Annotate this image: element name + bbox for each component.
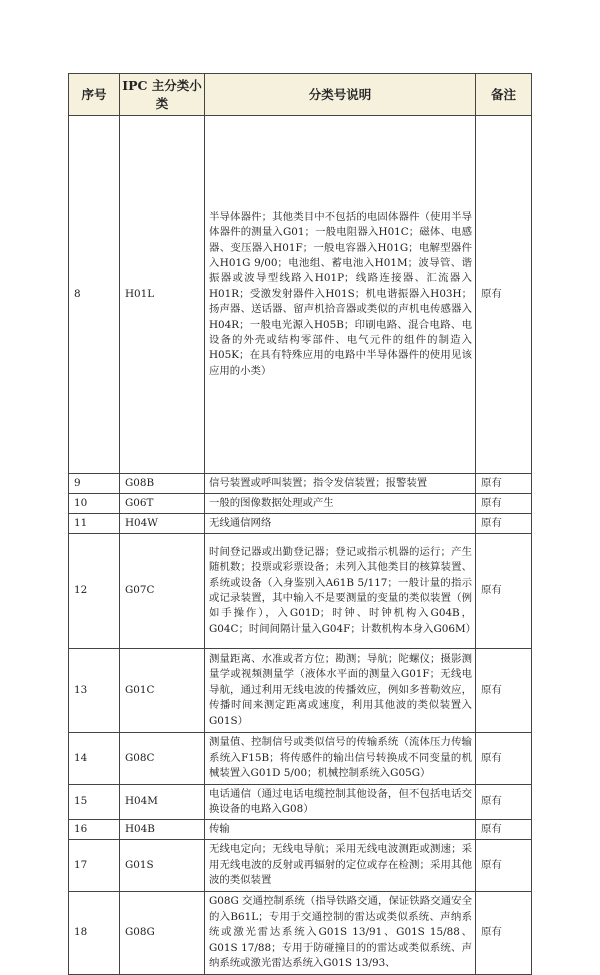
- row-description: 一般的图像数据处理或产生: [205, 494, 476, 514]
- ipc-classification-table: [68, 73, 532, 975]
- row-description: 半导体器件；其他类目中不包括的电固体器件（使用半导体器件的测量入G01；一般电阻器入H01C；磁体、电感器、变压器入H01F；一般电容器入H01G；电解型器件入H01G 9/00；电池组、蓄电池入H01M；波导管、谐振器或波导型线路入H01P；线路连接器、汇流器入H01R；受激发射器件入H01S；机电谐振器入H03H；扬声器、送话器、留声机拾音器或类似的声机电传感器入H04R；一般电光源入H05B；印刷电路、混合电路、电设备的外壳或结构零部件、电气元件的组件的制造入H05K；在具有特殊应用的电路中半导体器件的使用见该应用的小类）: [205, 116, 476, 474]
- row-ipc-code: G08C: [120, 733, 205, 785]
- row-remark: 原有: [476, 649, 532, 733]
- row-remark: 原有: [476, 474, 532, 494]
- row-ipc-code: H01L: [120, 116, 205, 474]
- row-serial-number: 16: [69, 820, 120, 840]
- row-serial-number: 13: [69, 649, 120, 733]
- row-remark: 原有: [476, 116, 532, 474]
- table-row: [69, 534, 532, 649]
- row-description: 测量距离、水准或者方位；勘测；导航；陀螺仪；摄影测量学或视频测量学（液体水平面的测量入G01F；无线电导航，通过利用无线电波的传播效应，例如多普勒效应，传播时间来测定距离或速度，利用其他波的类似装置入G01S）: [205, 649, 476, 733]
- row-remark: 原有: [476, 785, 532, 820]
- row-serial-number: 10: [69, 494, 120, 514]
- row-remark: 原有: [476, 840, 532, 892]
- row-description: 时间登记器或出勤登记器；登记或指示机器的运行；产生随机数；投票或彩票设备；未列入其他类目的核算装置、系统或设备（入身鉴别入A61B 5/117；一般计量的指示或记录装置，其中输入不是要测量的变量的类似装置（例如手操作），入G01D；时钟、时钟机构入G04B，G04C；时间间隔计量入G04F；计数机构本身入G06M）: [205, 534, 476, 649]
- row-serial-number: 18: [69, 892, 120, 975]
- table-row: [69, 785, 532, 820]
- table-row: [69, 494, 532, 514]
- row-remark: 原有: [476, 892, 532, 975]
- row-description: 无线通信网络: [205, 514, 476, 534]
- table-row: [69, 820, 532, 840]
- row-description: G08G 交通控制系统（指导铁路交通，保证铁路交通安全的入B61L；专用于交通控制的雷达或类似系统、声纳系统或激光雷达系统入G01S 13/91、G01S 15/88、G01S 17/88；专用于防碰撞目的的雷达或类似系统、声纳系统或激光雷达系统入G01S 13/93、: [205, 892, 476, 975]
- table-row: [69, 733, 532, 785]
- table-row: [69, 649, 532, 733]
- row-serial-number: 14: [69, 733, 120, 785]
- header-serial-number: 序号: [69, 74, 120, 116]
- row-serial-number: 15: [69, 785, 120, 820]
- row-serial-number: 8: [69, 116, 120, 474]
- header-description: 分类号说明: [205, 74, 476, 116]
- row-ipc-code: G08G: [120, 892, 205, 975]
- row-ipc-code: G08B: [120, 474, 205, 494]
- row-serial-number: 12: [69, 534, 120, 649]
- header-remarks: 备注: [476, 74, 532, 116]
- header-ipc-subclass: IPC 主分类小类: [120, 74, 205, 116]
- row-ipc-code: G07C: [120, 534, 205, 649]
- row-serial-number: 9: [69, 474, 120, 494]
- row-remark: 原有: [476, 514, 532, 534]
- row-ipc-code: H04W: [120, 514, 205, 534]
- row-ipc-code: G01C: [120, 649, 205, 733]
- table-row: [69, 474, 532, 494]
- table-row: [69, 116, 532, 474]
- table-row: [69, 892, 532, 975]
- table-row: [69, 840, 532, 892]
- row-ipc-code: H04B: [120, 820, 205, 840]
- row-description: 传输: [205, 820, 476, 840]
- row-description: 信号装置或呼叫装置；指令发信装置；报警装置: [205, 474, 476, 494]
- row-serial-number: 11: [69, 514, 120, 534]
- row-description: 电话通信（通过电话电缆控制其他设备，但不包括电话交换设备的电路入G08）: [205, 785, 476, 820]
- row-remark: 原有: [476, 820, 532, 840]
- row-remark: 原有: [476, 494, 532, 514]
- row-ipc-code: G06T: [120, 494, 205, 514]
- row-description: 测量值、控制信号或类似信号的传输系统（流体压力传输系统入F15B；将传感件的输出信号转换成不同变量的机械装置入G01D 5/00；机械控制系统入G05G）: [205, 733, 476, 785]
- table-row: [69, 514, 532, 534]
- row-description: 无线电定向；无线电导航；采用无线电波测距或测速；采用无线电波的反射或再辐射的定位或存在检测；采用其他波的类似装置: [205, 840, 476, 892]
- row-remark: 原有: [476, 733, 532, 785]
- row-serial-number: 17: [69, 840, 120, 892]
- row-ipc-code: G01S: [120, 840, 205, 892]
- table-header-row: [69, 74, 532, 116]
- row-ipc-code: H04M: [120, 785, 205, 820]
- row-remark: 原有: [476, 534, 532, 649]
